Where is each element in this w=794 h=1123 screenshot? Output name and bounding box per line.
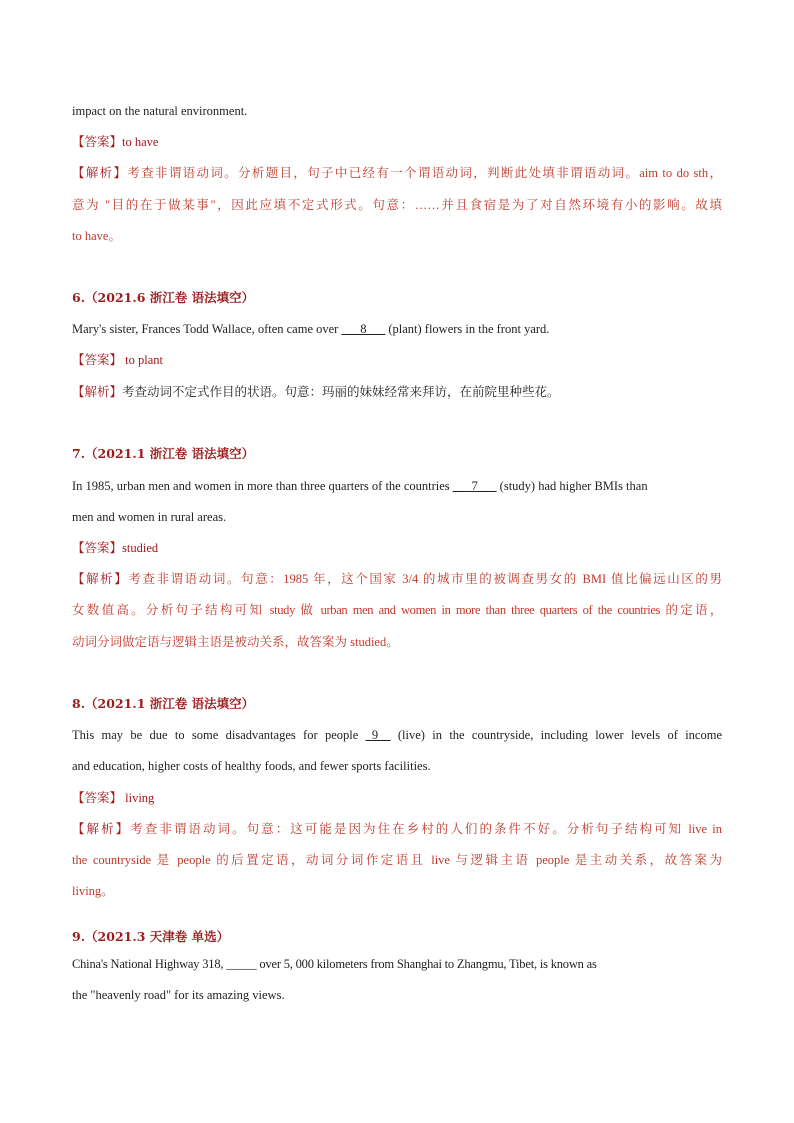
q6-blank: ___8___ [341,322,386,336]
q8-heading: 8.（2021.1 浙江卷 语法填空） [72,696,255,711]
q7-answer-row: 【答案】studied [72,541,159,555]
q6-question: Mary's sister, Frances Todd Wallace, often came over ___8___ (plant) flowers in the front yard. [72,322,550,336]
q8-blank: _9__ [365,728,391,742]
q5-analysis-line-2: 意为 "目的在于做某事"，因此应填不定式形式。句意：……并且食宿是为了对自然环境有小的影响。故填 [72,198,722,212]
q7-blank: ___7___ [452,479,497,493]
q5-analysis-line-3: to have。 [72,229,121,243]
q8-analysis-line-3: living。 [72,884,114,898]
q7-question-line-1: In 1985, urban men and women in more than three quarters of the countries ___7___ (study) had higher BMIs than [72,479,648,493]
q5-analysis-line-1: 【解析】考查非谓语动词。分析题目，句子中已经有一个谓语动词，判断此处填非谓语动词。aim to do sth， [72,166,722,180]
q7-heading: 7.（2021.1 浙江卷 语法填空） [72,446,255,461]
q9-heading: 9.（2021.3 天津卷 单选） [72,929,230,944]
q7-question-line-2: men and women in rural areas. [72,510,227,524]
q6-answer: to plant [122,353,163,367]
q8-question-line-1: This may be due to some disadvantages for people _9__ (live) in the countryside, including lower levels of income [72,728,722,742]
q8-analysis-line-2: the countryside 是 people 的后置定语，动词分词作定语且 live 与逻辑主语 people 是主动关系，故答案为 [72,853,722,867]
q9-question-line-2: the "heavenly road" for its amazing views. [72,988,285,1002]
q8-question-line-2: and education, higher costs of healthy foods, and fewer sports facilities. [72,759,431,773]
q7-analysis-line-1: 【解析】考查非谓语动词。句意：1985 年，这个国家 3/4 的城市里的被调查男女的 BMI 值比偏远山区的男 [72,572,722,586]
q9-question-line-1: China's National Highway 318, _____ over 5, 000 kilometers from Shanghai to Zhangmu, Tibet, is known as [72,957,597,971]
q6-answer-row: 【答案】 to plant [72,353,163,367]
q7-answer: studied [122,541,159,555]
q5-answer-row [72,134,722,150]
q5-intro-line: impact on the natural environment. [72,104,248,118]
answer-tag: 【答案】 [72,135,123,149]
q8-analysis-line-1: 【解析】考查非谓语动词。句意：这可能是因为住在乡村的人们的条件不好。分析句子结构可知 live in [72,822,722,836]
q7-analysis-line-2: 女数值高。分析句子结构可知 study 做 urban men and women in more than three quarters of the countries 的定语， [72,603,722,617]
analysis-tag: 【解析】 [72,166,128,180]
q5-answer: to have [122,135,159,149]
q7-analysis-line-3: 动词分词做定语与逻辑主语是被动关系，故答案为 studied。 [72,635,399,649]
q8-answer: living [122,791,155,805]
q6-heading: 6.（2021.6 浙江卷 语法填空） [72,290,255,305]
q6-analysis-line-1: 【解析】考查动词不定式作目的状语。句意：玛丽的妹妹经常来拜访，在前院里种些花。 [72,385,560,399]
q8-answer-row: 【答案】 living [72,791,155,805]
